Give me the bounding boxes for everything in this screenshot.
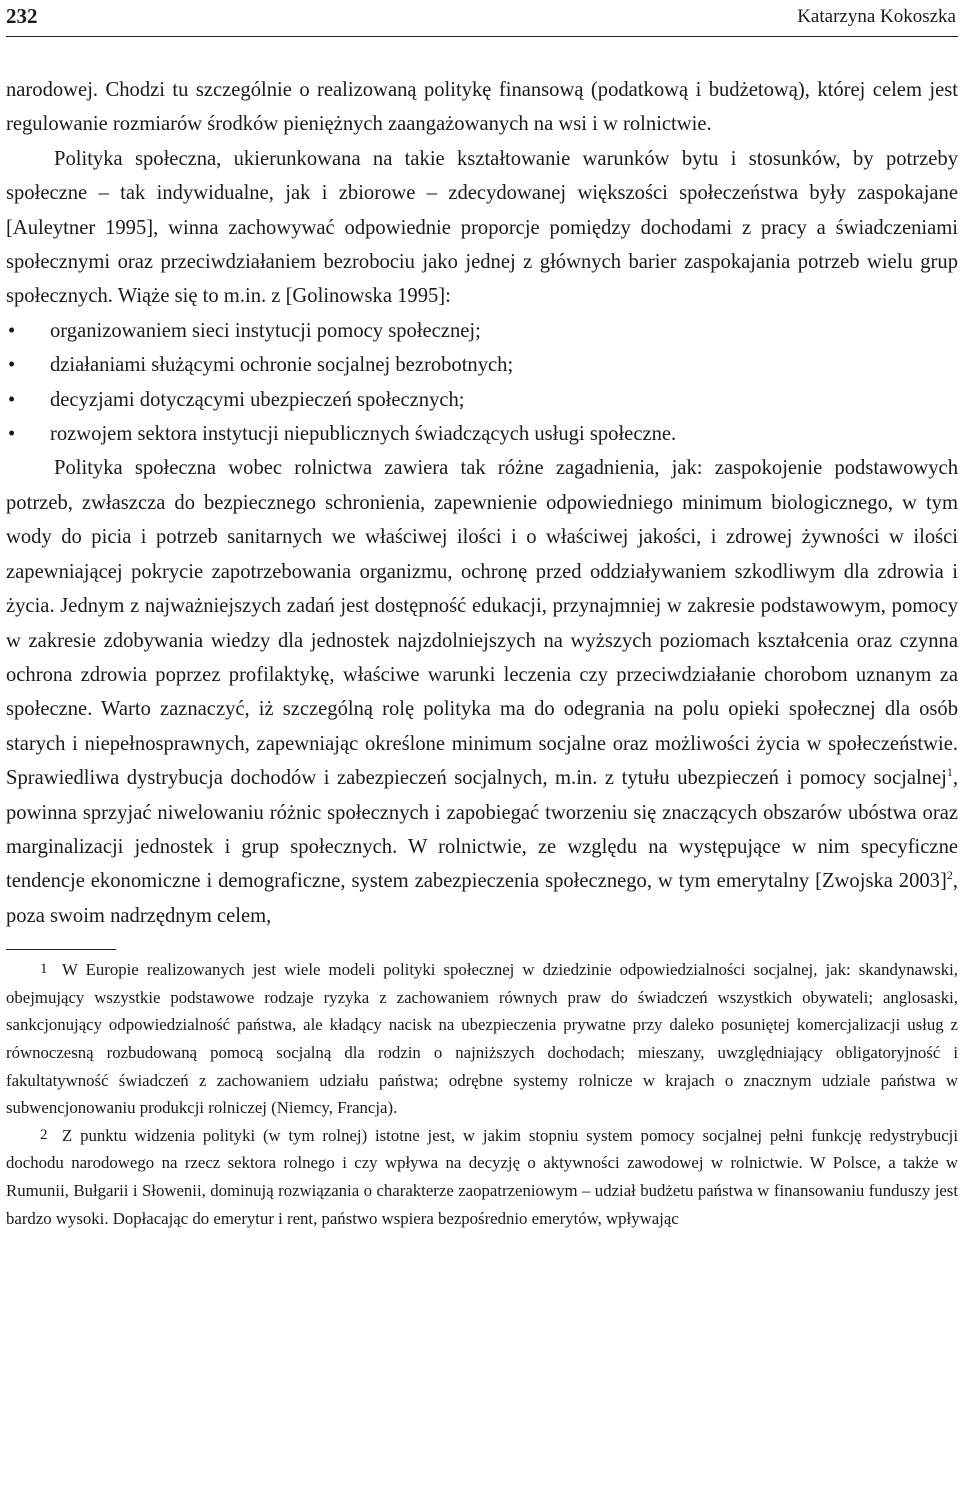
bullet-icon: • [8, 388, 16, 411]
footnotes [6, 956, 958, 1232]
footnote-ref-1: 1 [946, 765, 953, 780]
list-item-text: organizowaniem sieci instytucji pomocy społecznej; [50, 319, 481, 342]
page-number: 232 [6, 4, 38, 28]
bullet-icon: • [8, 319, 16, 342]
bullet-icon: • [8, 423, 16, 446]
paragraph-text: Polityka społeczna wobec rolnictwa zawiera tak różne zagadnienia, jak: zaspokojenie podstawowych potrzeb, zwłaszcza do bezpiecznego schronienia, zapewnienie odpowiedniego minimum biologicznego, w tym wody do picia i potrzeb sanitarnych we właściwej ilości i o właściwej jakości, i zdrowej żywności w ilości zapewniającej pokrycie zapotrzebowania organizmu, ochronę przed oddziaływaniem szkodliwym dla zdrowia i życia. Jednym z najważniejszych zadań jest dostępność edukacji, przynajmniej w zakresie podstawowym, pomocy w zakresie zdobywania wiedzy dla jednostek najzdolniejszych na wyższych poziomach kształcenia oraz czynna ochrona zdrowia poprzez profilaktykę, właściwe warunki leczenia czy przeciwdziałanie chorobom uznanym za społeczne. Warto zaznaczyć, iż szczególną rolę polityka ma do odegrania na polu opieki społecznej dla osób starych i niepełnosprawnych, zapewniając określone minimum socjalne oraz możliwości życia w społeczeństwie. Sprawiedliwa dystrybucja dochodów i zabezpieczeń socjalnych, m.in. z tytułu ubezpieczeń i pomocy socjalnej [6, 457, 958, 790]
footnote-ref-2: 2 [946, 868, 953, 883]
list-item [6, 383, 958, 417]
paragraph-social-policy: Polityka społeczna, ukierunkowana na takie kształtowanie warunków bytu i stosunków, by potrzeby społeczne – tak indywidualne, jak i zbiorowe – zdecydowanej większości społeczeństwa były zaspokajane [Auleytner 1995], winna zachowywać odpowiednie proporcje pomiędzy dochodami z pracy a świadczeniami społecznymi oraz przeciwdziałaniem bezrobociu jako jednej z głównych barier zaspokajania potrzeb wielu grup społecznych. Wiąże się to m.in. z [Golinowska 1995]: [6, 147, 958, 308]
footnote-text: Z punktu widzenia polityki (w tym rolnej) istotne jest, w jakim stopniu system pomocy socjalnej pełni funkcję redystrybucji dochodu narodowego na rzecz sektora rolnego i czy wpływa na decyzję o aktywności zawodowej w rolnictwie. W Polsce, a także w Rumunii, Bułgarii i Słowenii, dominują rozwiązania o charakterze zaopatrzeniowym – udział budżetu państwa w finansowaniu funduszy jest bardzo wysoki. Dopłacając do emerytur i rent, państwo wspiera bezpośrednio emerytów, wpływając [6, 1125, 958, 1228]
document-page [6, 0, 958, 1232]
footnote-number: 2 [40, 1126, 48, 1143]
paragraph-agriculture-policy [6, 451, 958, 933]
footnote-text: W Europie realizowanych jest wiele modeli polityki społecznej w dziedzinie odpowiedzialności socjalnej, jak: skandynawski, obejmujący wszystkie podstawowe rodzaje ryzyka z zachowaniem równych praw do świadczeń wszystkich obywateli; anglosaski, sankcjonujący odpowiedzialność państwa, ale kładący nacisk na ubezpieczenia prywatne przy daleko posuniętej komercjalizacji usług z równoczesną rozbudowaną pomocą socjalną dla rodzin o najniższych dochodach; mieszany, uwzględniający obligatoryjność i fakultatywność świadczeń z zachowaniem udziału państwa; odrębne systemy rolnicze w krajach o znacznym udziale państwa w subwencjonowaniu produkcji rolniczej (Niemcy, Francja). [6, 960, 958, 1118]
bullet-icon: • [8, 354, 16, 377]
running-head-author: Katarzyna Kokoszka [797, 6, 956, 27]
footnote-number: 1 [40, 961, 48, 978]
page-header [6, 2, 958, 37]
paragraph-continued: narodowej. Chodzi tu szczególnie o realizowaną politykę finansową (podatkową i budżetową), której celem jest regulowanie rozmiarów środków pieniężnych zaangażowanych na wsi i w rolnictwie. [6, 79, 958, 136]
list-item [6, 314, 958, 348]
list-item [6, 348, 958, 382]
list-item-text: rozwojem sektora instytucji niepublicznych świadczących usługi społeczne. [50, 423, 677, 446]
list-item-text: decyzjami dotyczącymi ubezpieczeń społecznych; [50, 388, 465, 411]
list-item-text: działaniami służącymi ochronie socjalnej bezrobotnych; [50, 354, 514, 377]
list-item [6, 417, 958, 451]
paragraph-text: , poza swoim nadrzędnym celem, [6, 870, 958, 927]
footnote-2 [6, 1122, 958, 1232]
main-text [6, 73, 958, 933]
bullet-list [6, 314, 958, 452]
footnote-divider [6, 949, 116, 950]
footnote-1 [6, 956, 958, 1122]
paragraph-text: , powinna sprzyjać niwelowaniu różnic społecznych i zapobiegać tworzeniu się znaczących obszarów ubóstwa oraz marginalizacji jednostek i grup społecznych. W rolnictwie, ze względu na występujące w nim specyficzne tendencje ekonomiczne i demograficzne, system zabezpieczenia społecznego, w tym emerytalny [Zwojska 2003] [6, 767, 958, 893]
